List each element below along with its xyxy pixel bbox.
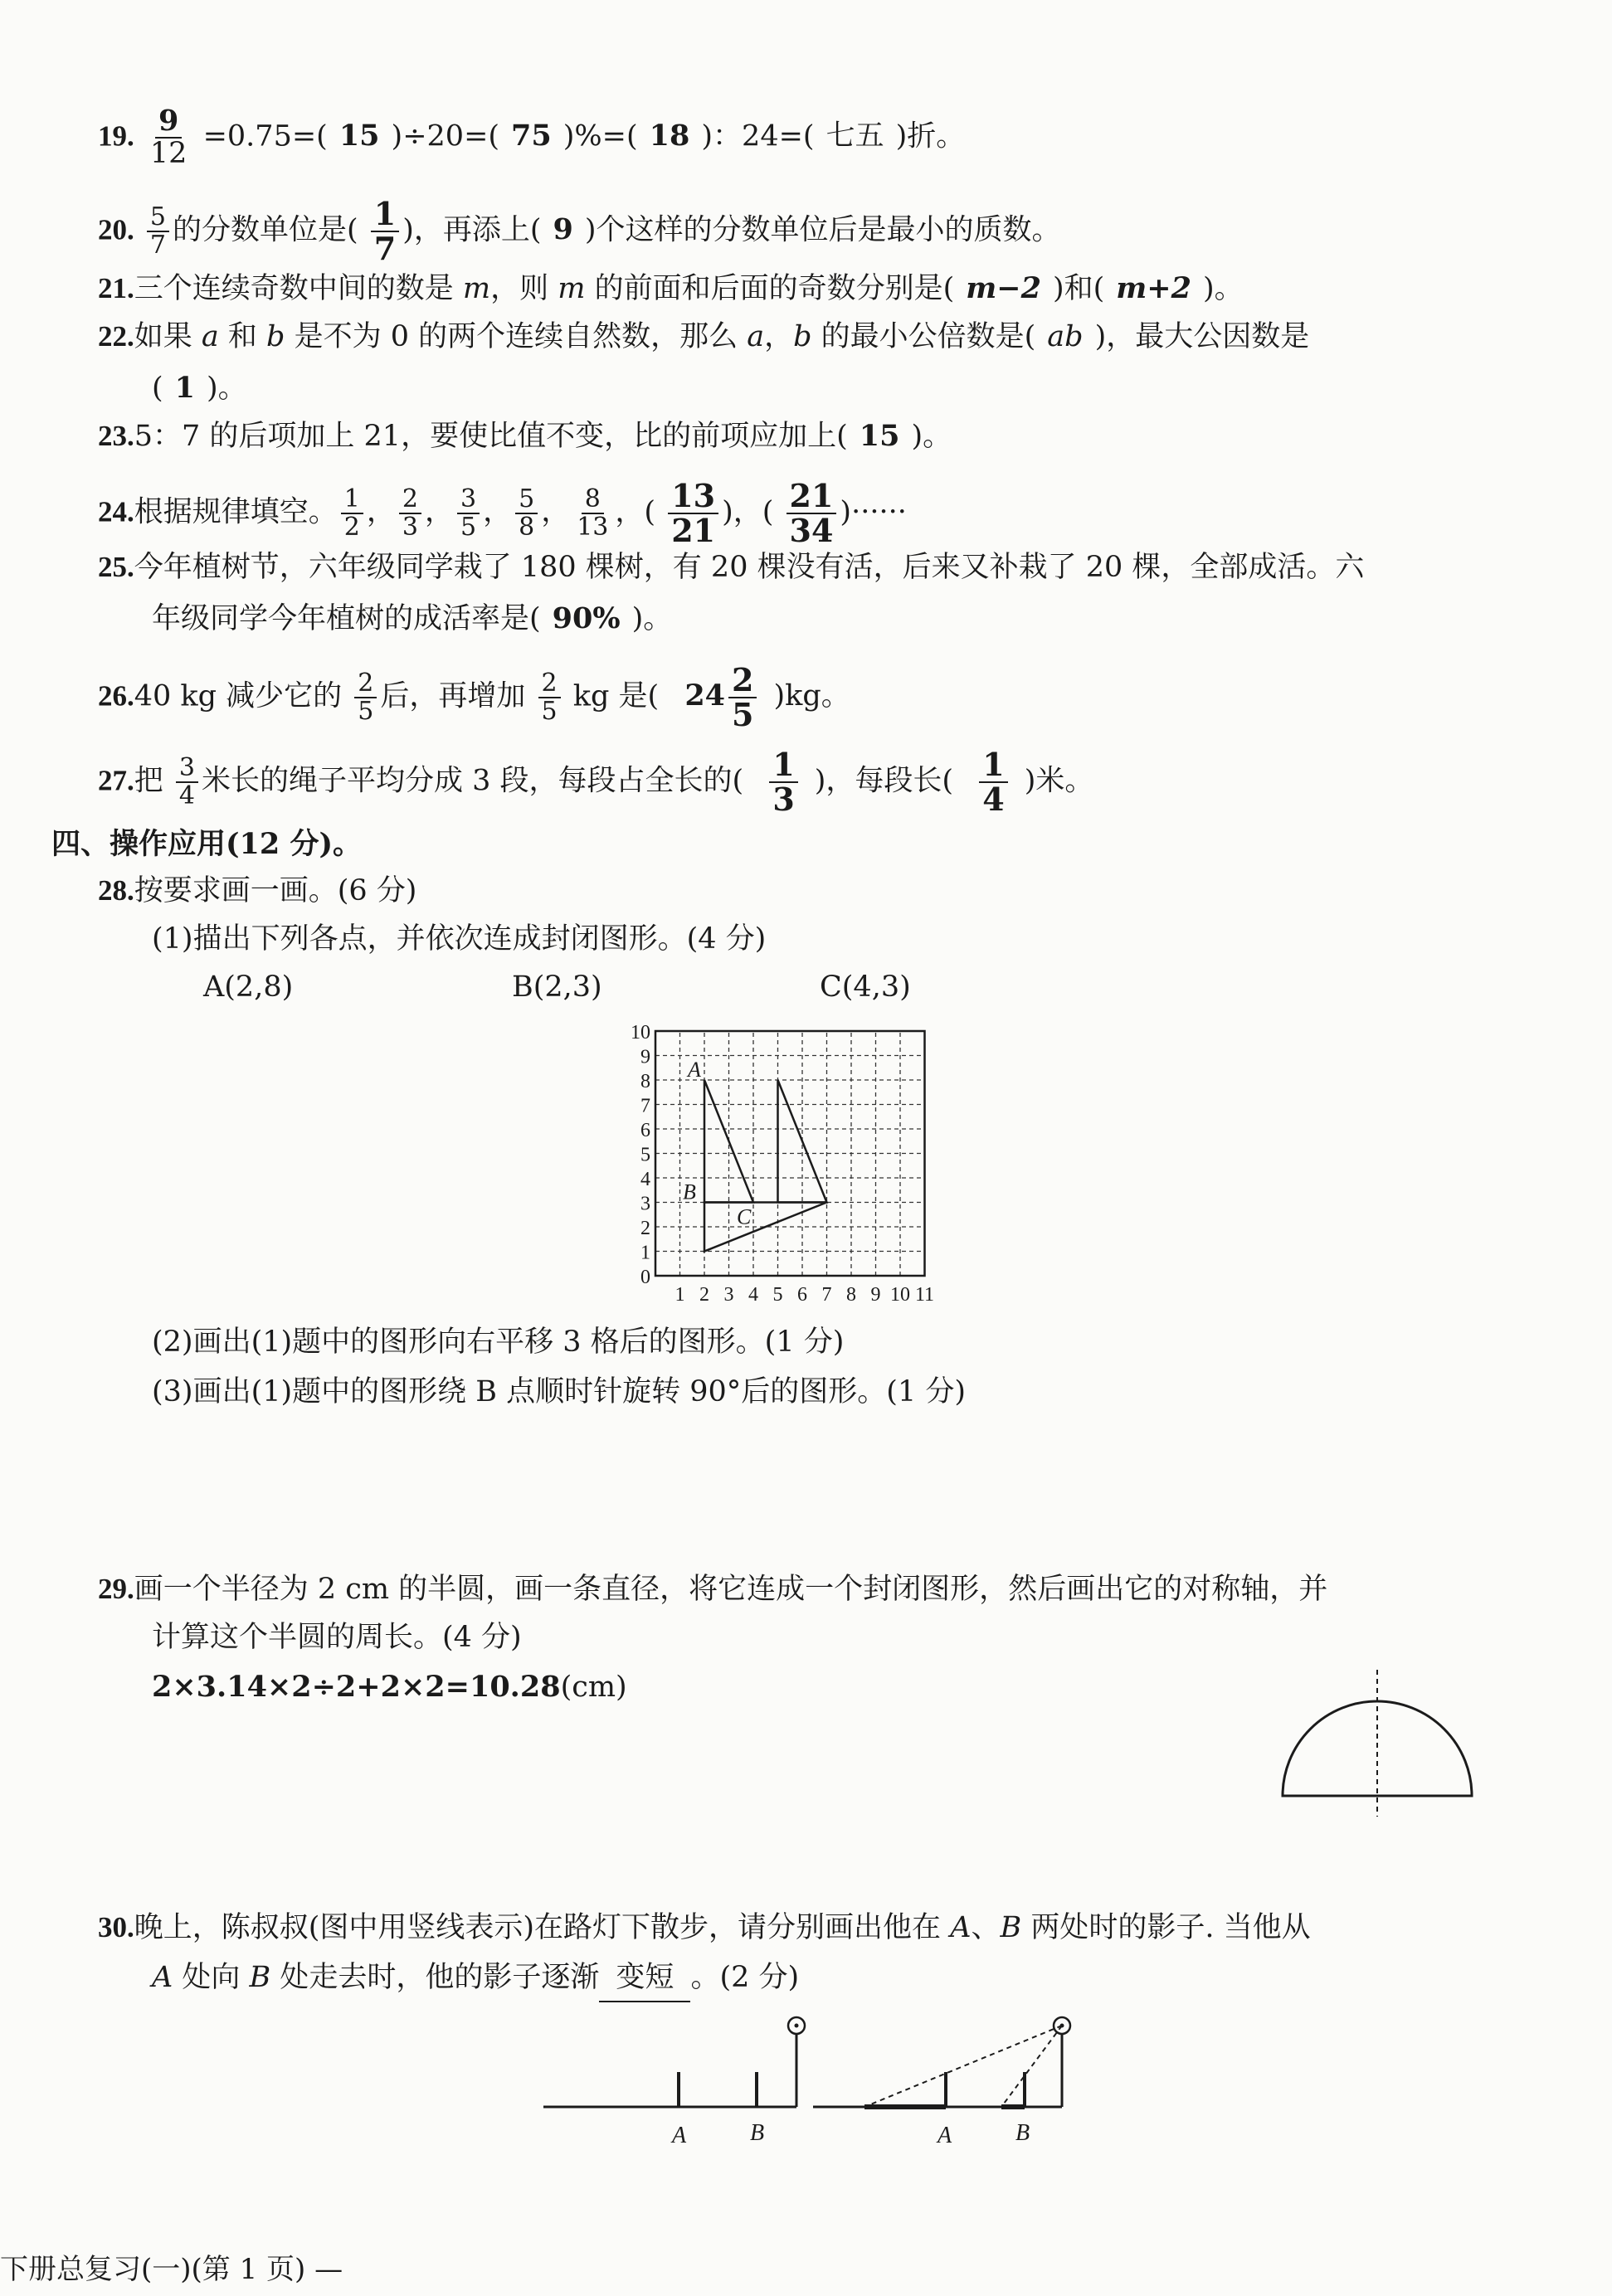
question-20: 20. $\frac{5}{7}$ 的分数单位是( $\frac{1}{7}$ )，再添上( 9 )个这样的分数单位后是最小的质数。 [98, 195, 1061, 267]
answer: 七五 [825, 119, 884, 153]
question-29: 29.画一个半径为 2 cm 的半圆，画一条直径，将它连成一个封闭图形，然后画出它的对称轴，并 [98, 1573, 1328, 1606]
fraction: $\frac{5}{7}$ [147, 204, 169, 258]
label-b-left: B [750, 2120, 765, 2146]
y-tick-label: 9 [640, 1046, 650, 1068]
streetlight-figure [539, 2007, 1103, 2173]
answer: ab [1047, 320, 1084, 353]
x-tick-label: 1 [675, 1284, 685, 1306]
y-tick-label: 0 [640, 1267, 650, 1288]
grid-label-a: A [688, 1058, 701, 1082]
fraction: $\frac{2}{5}$ [354, 670, 377, 724]
section-heading: 四、操作应用(12 分)。 [51, 827, 363, 861]
x-tick-label: 7 [821, 1284, 832, 1306]
question-28-part2: (2)画出(1)题中的图形向右平移 3 格后的图形。(1 分) [152, 1326, 845, 1359]
answer: 15 [338, 119, 380, 153]
sequence-fraction: $\frac{5}{8}$ [515, 486, 538, 540]
question-30-line2: A 处向 B 处走去时，他的影子逐渐 变短 。(2 分) [152, 1954, 799, 2002]
question-21: 21.三个连续奇数中间的数是 m，则 m 的前面和后面的奇数分别是( m−2 )和( m+2 )。 [98, 265, 1244, 312]
question-number: 27. [98, 764, 134, 797]
answer: m−2 [966, 271, 1041, 305]
answer: 90% [552, 601, 621, 635]
question-19: 19. $\frac{9}{12}$ =0.75=( 15 )÷20=( 75 )%=( 18 )：24=( 七五 )折。 [98, 104, 966, 170]
question-number: 24. [98, 495, 134, 528]
answer: 75 [511, 119, 552, 153]
question-number: 26. [98, 679, 134, 713]
y-tick-label: 8 [640, 1071, 650, 1092]
y-tick-label: 3 [640, 1193, 650, 1215]
sequence-fraction: $\frac{8}{13}$ [577, 484, 609, 542]
answer-fraction: $\frac{21}{34}$ [787, 479, 837, 547]
question-number: 21. [98, 272, 134, 304]
y-tick-label: 2 [640, 1218, 650, 1239]
question-25-line2: 年级同学今年植树的成活率是( 90% )。 [152, 596, 672, 642]
y-tick-label: 6 [640, 1120, 650, 1141]
question-27: 27.把 $\frac{3}{4}$ 米长的绳子平均分成 3 段，每段占全长的( $\frac{1}{3}$ )，每段长( $\frac{1}{4}$ )米。 [98, 746, 1094, 818]
question-number: 28. [98, 874, 134, 907]
question-number: 20. [98, 213, 134, 246]
answer-whole: 24 [684, 679, 726, 713]
fraction: $\frac{2}{5}$ [538, 670, 561, 724]
label-a-left: A [672, 2123, 687, 2148]
question-26: 26.40 kg 减少它的 $\frac{2}{5}$ 后，再增加 $\frac{2}{5}$ kg 是( 24 $\frac{2}{5}$ )kg。 [98, 661, 850, 733]
grid-label-b: B [683, 1180, 696, 1204]
question-number: 23. [98, 420, 134, 452]
y-tick-label: 1 [640, 1242, 650, 1264]
x-tick-label: 9 [870, 1284, 881, 1306]
sequence-fraction: $\frac{3}{5}$ [457, 486, 480, 540]
question-29-answer: 2×3.14×2÷2+2×2=10.28(cm) [152, 1670, 627, 1704]
fraction: $\frac{9}{12}$ [149, 104, 187, 170]
question-23: 23.5：7 的后项加上 21，要使比值不变，比的前项应加上( 15 )。 [98, 413, 952, 460]
question-number: 19. [98, 119, 134, 153]
page-footer: 下册总复习(一)(第 1 页) — [0, 2253, 343, 2286]
question-29-line2: 计算这个半圆的周长。(4 分) [152, 1621, 522, 1654]
grid-label-c: C [737, 1204, 752, 1229]
label-b-right: B [1015, 2120, 1030, 2146]
question-number: 29. [98, 1573, 134, 1605]
fraction-sequence: $\frac{1}{2}$ ， $\frac{2}{3}$ ， $\frac{3}{5}$ ， $\frac{5}{8}$ ， $\frac{8}{13}$ [338, 495, 616, 528]
x-tick-label: 11 [914, 1284, 935, 1306]
answer-fraction: $\frac{1}{4}$ [979, 748, 1007, 816]
point-label-b: B(2,3) [512, 970, 602, 1004]
x-tick-label: 3 [723, 1284, 734, 1306]
answer: 9 [553, 212, 573, 247]
question-24: 24.根据规律填空。 $\frac{1}{2}$ ， $\frac{2}{3}$ ， $\frac{3}{5}$ ， $\frac{5}{8}$ ， $\frac{8}{13}$ ，( $\frac{13}{21}$ )，( $\frac{21}{34}$ )······ [98, 477, 907, 549]
answer: 1 [174, 371, 196, 405]
label-a-right: A [937, 2123, 952, 2148]
y-tick-label: 10 [631, 1022, 650, 1043]
question-number: 30. [98, 1911, 134, 1943]
question-30: 30.晚上，陈叔叔(图中用竖线表示)在路灯下散步，请分别画出他在 A、B 两处时的影子. 当他从 [98, 1911, 1311, 1944]
question-number: 25. [98, 551, 134, 583]
sequence-fraction: $\frac{2}{3}$ [399, 486, 421, 540]
question-22: 22.如果 a 和 b 是不为 0 的两个连续自然数，那么 a，b 的最小公倍数是( ab )，最大公因数是 [98, 314, 1309, 360]
y-tick-label: 4 [640, 1169, 650, 1190]
answer: m+2 [1116, 271, 1191, 305]
question-28-part1: (1)描出下列各点，并依次连成封闭图形。(4 分) [152, 922, 767, 956]
light-ray-b [1001, 2026, 1062, 2107]
answer: 变短 [599, 1954, 690, 2002]
lamp-center [795, 2024, 799, 2028]
x-tick-label: 6 [797, 1284, 807, 1306]
point-label-a: A(2,8) [203, 970, 294, 1004]
semicircle-figure [1269, 1663, 1485, 1821]
point-label-c: C(4,3) [820, 970, 911, 1004]
answer-fraction: $\frac{1}{7}$ [371, 197, 399, 265]
x-tick-label: 4 [748, 1284, 758, 1306]
question-28: 28.按要求画一画。(6 分) [98, 874, 417, 907]
y-tick-label: 5 [640, 1144, 650, 1166]
question-number: 22. [98, 320, 134, 353]
fraction: $\frac{3}{4}$ [176, 755, 198, 809]
question-28-part3: (3)画出(1)题中的图形绕 B 点顺时针旋转 90°后的图形。(1 分) [152, 1375, 966, 1408]
answer: 18 [649, 119, 690, 153]
coordinate-grid [631, 1010, 996, 1309]
x-tick-label: 2 [699, 1284, 709, 1306]
answer-fraction: $\frac{13}{21}$ [668, 479, 718, 547]
answer: 15 [859, 419, 900, 453]
question-22-line2: ( 1 )。 [152, 365, 247, 411]
question-25: 25.今年植树节，六年级同学栽了 180 棵树，有 20 棵没有活，后来又补栽了 20 棵，全部成活。六 [98, 551, 1365, 584]
x-tick-label: 8 [846, 1284, 856, 1306]
y-tick-label: 7 [640, 1095, 650, 1117]
x-tick-label: 5 [772, 1284, 783, 1306]
answer-fraction: $\frac{2}{5}$ [728, 664, 757, 732]
sequence-fraction: $\frac{1}{2}$ [341, 486, 363, 540]
answer-fraction: $\frac{1}{3}$ [769, 748, 797, 816]
x-tick-label: 10 [890, 1284, 910, 1306]
